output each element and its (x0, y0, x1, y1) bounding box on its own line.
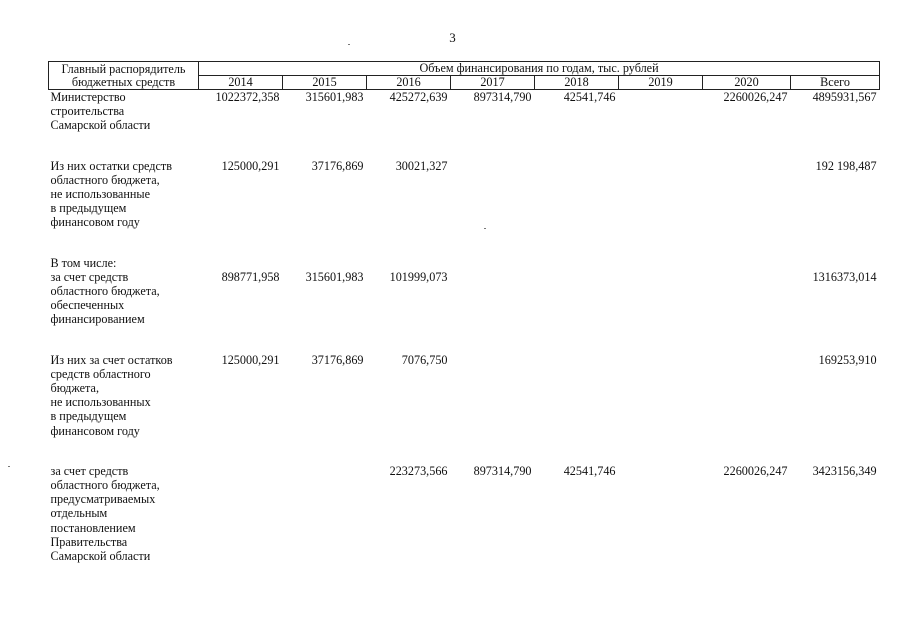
cell-total: 169253,910 (818, 352, 877, 367)
year-header: 2016 (367, 76, 451, 90)
cell-value: 315601,983 (305, 269, 364, 284)
row-spacer (49, 230, 880, 256)
scan-speck (348, 44, 350, 45)
row-label: Из них остатки средств областного бюджета, не использованные в предыдущем финансовом году (50, 158, 172, 230)
page-number: 3 (449, 30, 456, 45)
cell-value: 425272,639 (389, 90, 448, 104)
row-spacer (49, 438, 880, 464)
cell-value (535, 159, 619, 230)
year-header: 2020 (703, 76, 791, 90)
cell-value (619, 90, 703, 133)
cell-value: 1022372,358 (215, 90, 280, 104)
cell-value: 897314,790 (473, 90, 532, 104)
cell-value (451, 256, 535, 327)
scan-speck (8, 466, 10, 467)
cell-total: 1316373,014 (812, 269, 877, 284)
table-row (49, 90, 880, 133)
cell-value: 223273,566 (389, 463, 448, 478)
financing-table (48, 61, 880, 563)
row-spacer (49, 327, 880, 353)
year-header: 2019 (619, 76, 703, 90)
cell-value: 101999,073 (389, 269, 448, 284)
cell-value: 897314,790 (473, 463, 532, 478)
cell-value (703, 159, 791, 230)
cell-value (703, 256, 791, 327)
cell-value (535, 353, 619, 438)
year-header: 2017 (451, 76, 535, 90)
table-row (49, 159, 880, 230)
cell-value: 125000,291 (221, 352, 280, 367)
row-label: Министерство строительства Самарской области (50, 90, 151, 133)
table-row (49, 464, 880, 563)
table-header (49, 62, 880, 90)
cell-total: 192 198,487 (815, 158, 877, 173)
cell-value (283, 464, 367, 563)
row-label: за счет средств областного бюджета, предусматриваемых отдельным постановлением Правительства Самарской области (50, 463, 160, 564)
cell-value (451, 353, 535, 438)
scan-speck (484, 228, 486, 229)
cell-value: 30021,327 (395, 158, 448, 173)
cell-value: 37176,869 (311, 352, 364, 367)
table-row (49, 353, 880, 438)
cell-value (451, 159, 535, 230)
table-row (49, 256, 880, 327)
cell-value: 125000,291 (221, 158, 280, 173)
header-distributor (49, 62, 199, 90)
cell-value (619, 159, 703, 230)
header-distributor-line1: Главный распорядитель (61, 61, 186, 76)
row-label: Из них за счет остатков средств областного бюджета, не использованных в предыдущем финансовом году (50, 352, 173, 438)
year-header: 2015 (283, 76, 367, 90)
row-spacer (49, 133, 880, 159)
cell-value: 2260026,247 (723, 463, 788, 478)
table-body (49, 90, 880, 564)
cell-value: 898771,958 (221, 269, 280, 284)
cell-value: 42541,746 (563, 463, 616, 478)
cell-value (199, 464, 283, 563)
cell-value (619, 464, 703, 563)
cell-value: 7076,750 (401, 352, 448, 367)
total-header: Всего (791, 76, 880, 90)
cell-total: 4895931,567 (812, 90, 877, 104)
header-financing-group: Объем финансирования по годам, тыс. рублей (199, 62, 880, 76)
cell-value (619, 256, 703, 327)
row-label: В том числе: за счет средств областного бюджета, обеспеченных финансированием (50, 255, 160, 327)
year-header: 2014 (199, 76, 283, 90)
cell-value (535, 256, 619, 327)
year-header: 2018 (535, 76, 619, 90)
cell-value (619, 353, 703, 438)
cell-value (703, 353, 791, 438)
cell-value: 42541,746 (563, 90, 616, 104)
cell-total: 3423156,349 (812, 463, 877, 478)
cell-value: 2260026,247 (723, 90, 788, 104)
cell-value: 315601,983 (305, 90, 364, 104)
header-distributor-line2: бюджетных средств (71, 74, 176, 89)
cell-value: 37176,869 (311, 158, 364, 173)
